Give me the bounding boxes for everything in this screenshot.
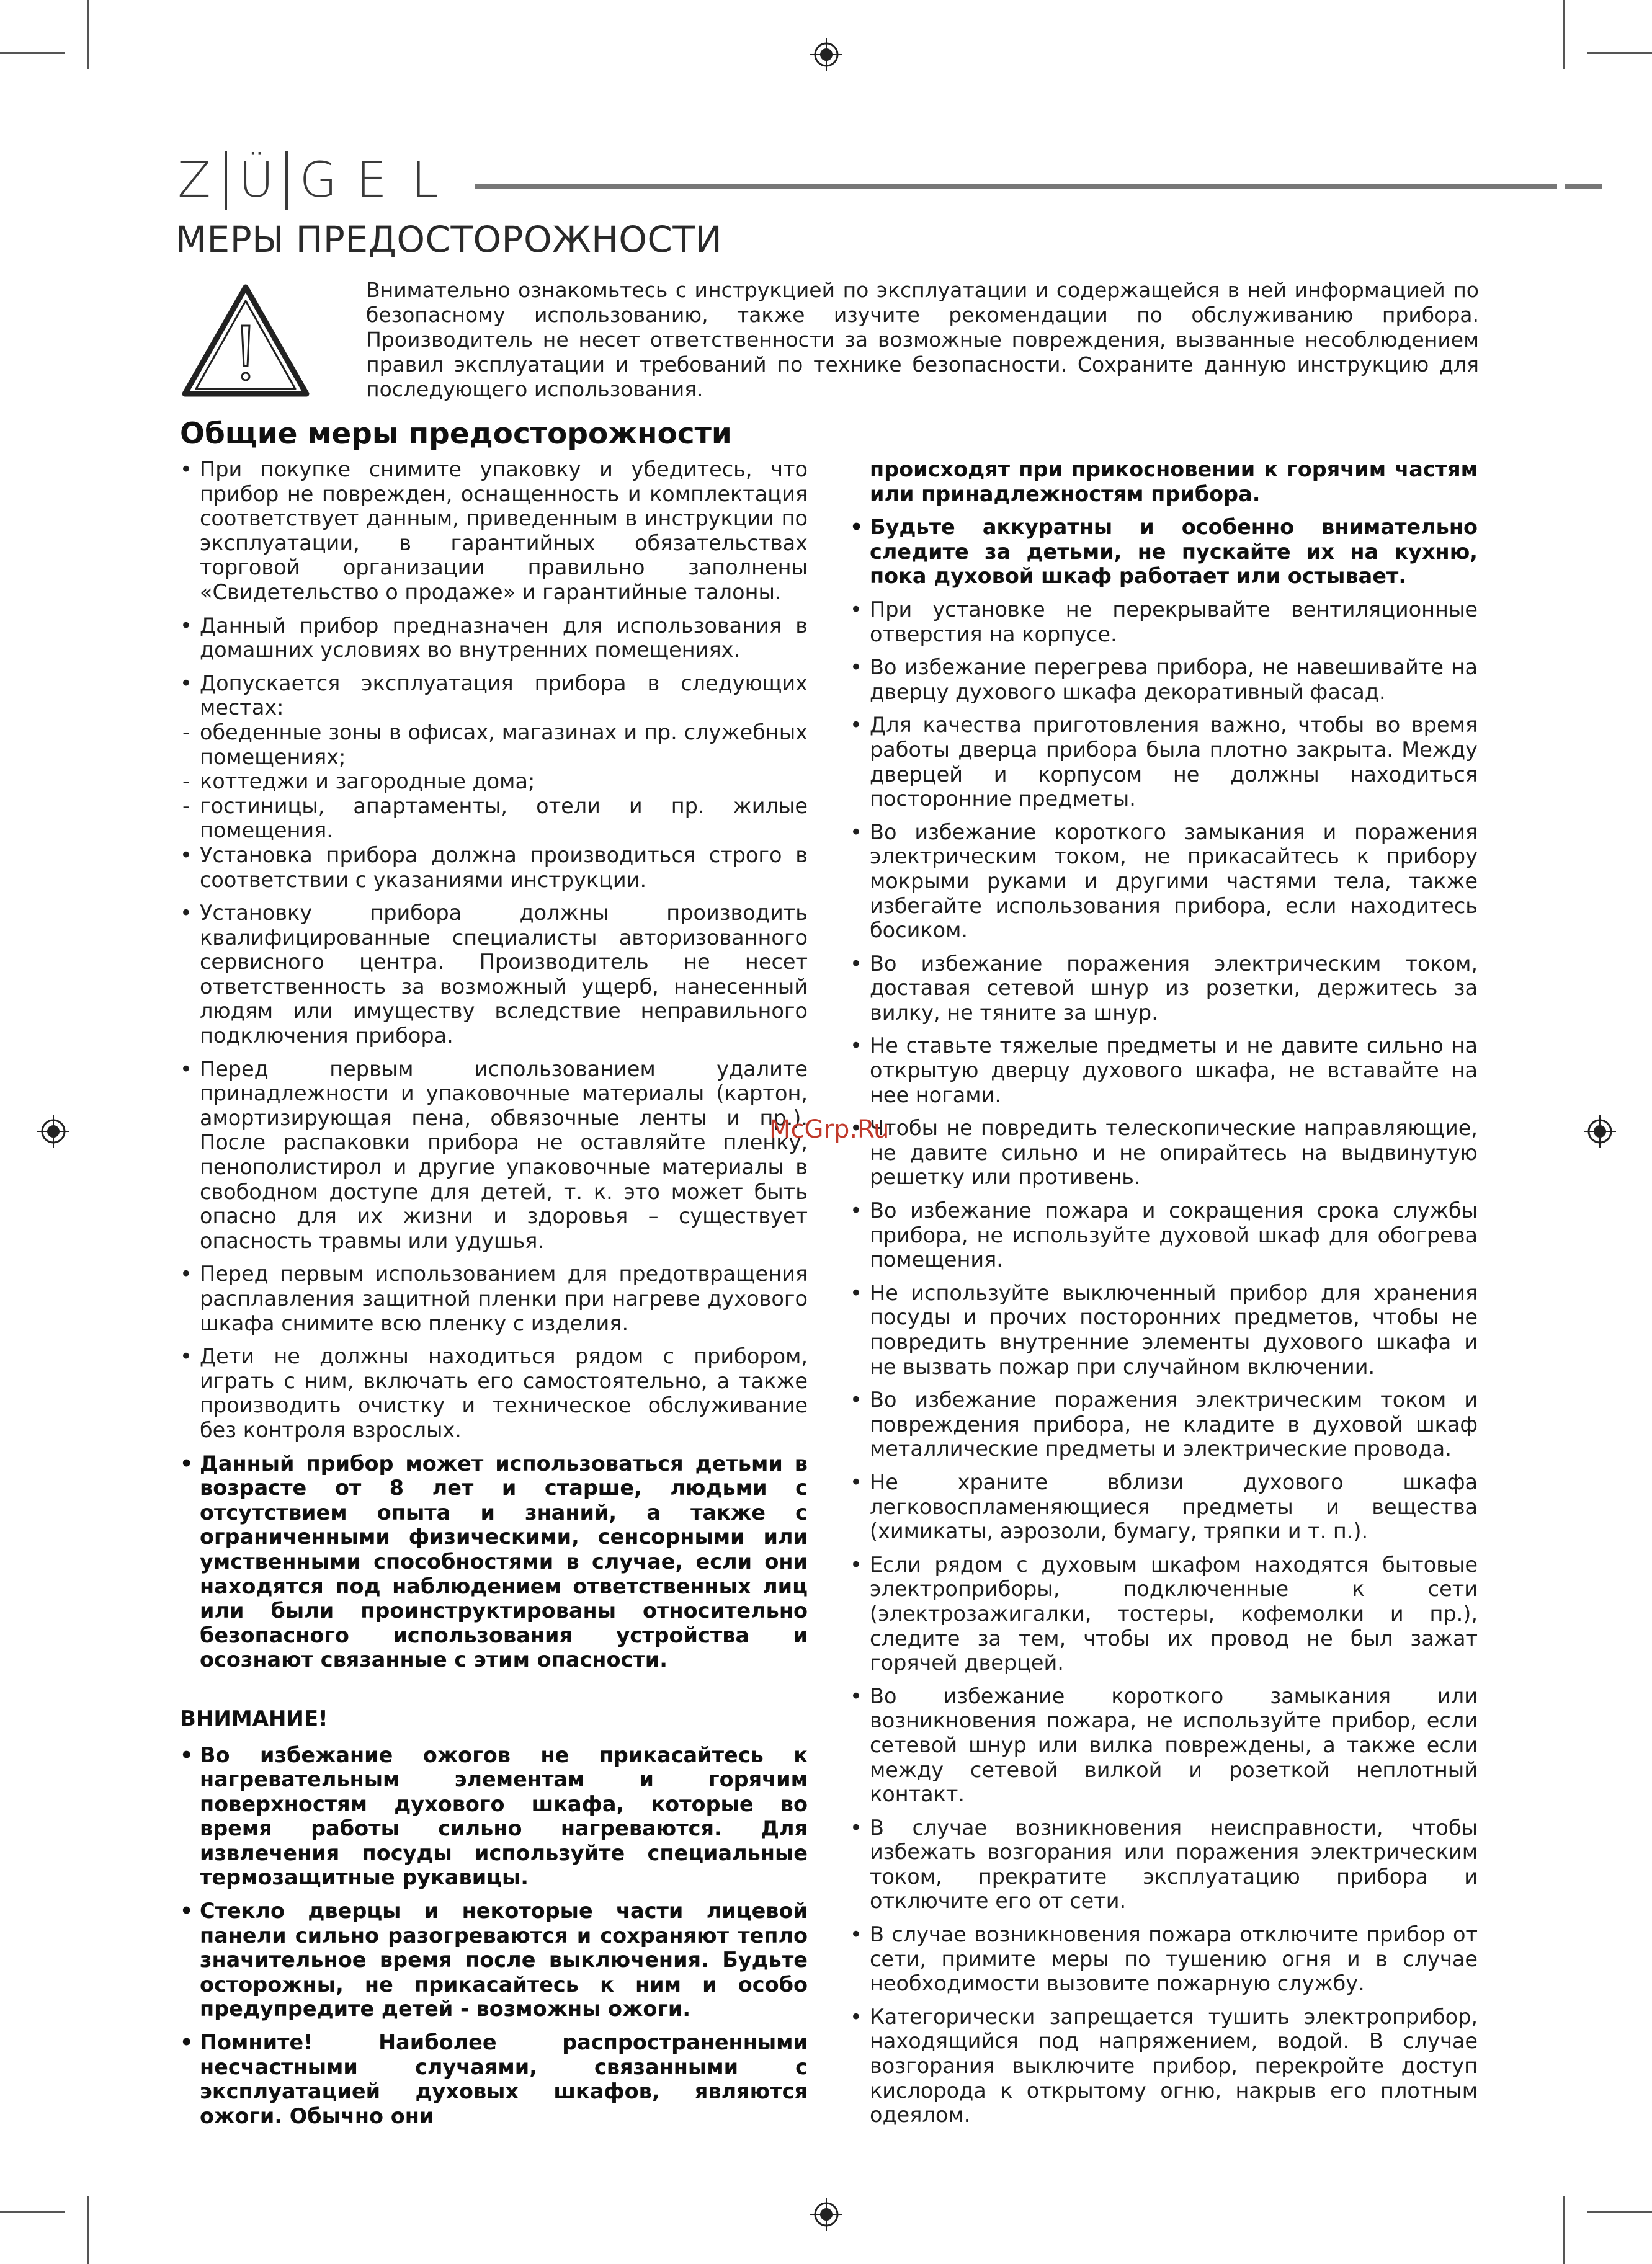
warning-triangle-icon [180,282,311,400]
list-item: • Во избежание пожара и сокращения срока службы прибора, не используйте духовой шкаф для обогрева помещения. [850,1198,1478,1272]
section-title: Общие меры предосторожности [180,417,732,451]
crop-mark [87,2196,89,2264]
list-item: • Допускается эксплуатация прибора в следующих местах: [180,671,808,720]
list-item: • Во избежание перегрева прибора, не навешивайте на дверцу духового шкафа декоративный фасад. [850,655,1478,704]
list-item: • Не ставьте тяжелые предметы и не давите сильно на открытую дверцу духового шкафа, не вставайте на нее ногами. [850,1033,1478,1107]
list-item: • Установку прибора должны производить квалифицированные специалисты авторизованного сервисного центра. Производитель не несет ответственность за возможный ущерб, нанесенный людям или имуществу вследствие неправильного подключения прибора. [180,901,808,1048]
crop-mark [1587,2211,1652,2213]
registration-mark-icon [1584,1115,1616,1148]
list-item: • В случае возникновения неисправности, чтобы избежать возгорания или поражения электрическим током, прекратите эксплуатацию прибора и отключите его от сети. [850,1816,1478,1914]
list-item: • Для качества приготовления важно, чтобы во время работы дверца прибора была плотно закрыта. Между дверцей и корпусом не должны находиться посторонние предметы. [850,713,1478,811]
list-item: • Не храните вблизи духового шкафа легковоспламеняющиеся предметы и вещества (химикаты, аэрозоли, бумагу, тряпки и т. п.). [850,1470,1478,1544]
sub-list-item: - гостиницы, апартаменты, отели и пр. жилые помещения. [180,794,808,843]
header-rule-end [1565,184,1602,189]
crop-mark [0,52,65,54]
right-column [850,457,1478,2136]
header-rule [475,184,1557,189]
list-item-bold: • Стекло дверцы и некоторые части лицевой панели сильно разогреваются и сохраняют тепло значительное время после выключения. Будьте осторожны, не прикасайтесь к ним и особо предупредите детей - возможны ожоги. [180,1899,808,2021]
list-item-bold: • Данный прибор может использоваться детьми в возрасте от 8 лет и старше, людьми с отсутствием опыта и знаний, а также с ограниченными физическими, сенсорными или умственными способностями в случае, если они находятся под наблюдением ответственных лиц или были проинструктированы относительно безопасного использования устройства и осознают связанные с этим опасности. [180,1451,808,1672]
crop-mark [0,2211,65,2213]
attention-heading: ВНИМАНИЕ! [180,1706,328,1731]
registration-mark-icon [810,38,842,71]
logo-letter: Z [177,153,211,208]
list-item: • Дети не должны находиться рядом с прибором, играть с ним, включать его самостоятельно, а также производить очистку и техническое обслуживание без контроля взрослых. [180,1344,808,1442]
list-item-bold: • Во избежание ожогов не прикасайтесь к нагревательным элементам и горячим поверхностям духового шкафа, которые во время работы сильно нагреваются. Для извлечения посуды используйте специальные термозащитные рукавицы. [180,1743,808,1891]
crop-mark [1587,52,1652,54]
list-item: • Не используйте выключенный прибор для хранения посуды и прочих посторонних предметов, чтобы не повредить внутренние элементы духового шкафа и не вызвать пожар при случайном включении. [850,1281,1478,1379]
list-item-bold: • Будьте аккуратны и особенно внимательно следите за детьми, не пускайте их на кухню, пока духовой шкаф работает или остывает. [850,515,1478,589]
list-item: • В случае возникновения пожара отключите прибор от сети, примите меры по тушению огня и в случае необходимости вызовите пожарную службу. [850,1922,1478,1996]
list-item-bold: • Помните! Наиболее распространенными несчастными случаями, связанными с эксплуатацией духовых шкафов, являются ожоги. Обычно они [180,2030,808,2128]
watermark: McGrp.Ru [769,1115,890,1144]
logo-letter: L [411,153,439,208]
logo-letter: G [299,153,337,208]
left-column [180,457,808,2137]
crop-mark [1563,2196,1565,2264]
list-item: • Во избежание поражения электрическим током, доставая сетевой шнур из розетки, держитесь за вилку, не тяните за шнур. [850,952,1478,1025]
list-item: • При покупке снимите упаковку и убедитесь, что прибор не поврежден, оснащенность и комплектация соответствует данным, приведенным в инструкции по эксплуатации, в гарантийных обязательствах торговой организации правильно заполнены «Свидетельство о продаже» и гарантийные талоны. [180,457,808,605]
sub-list-item: - коттеджи и загородные дома; [180,769,808,794]
list-item: • Категорически запрещается тушить электроприбор, находящийся под напряжением, водой. В случае возгорания выключите прибор, перекройте доступ кислорода к открытому огню, накрыв его плотным одеялом. [850,2005,1478,2128]
list-item: • Если рядом с духовым шкафом находятся бытовые электроприборы, подключенные к сети (электрозажигалки, тостеры, кофемолки и пр.), следите за тем, чтобы их провод не был зажат горячей дверцей. [850,1553,1478,1675]
intro-paragraph: Внимательно ознакомьтесь с инструкцией по эксплуатации и содержащейся в ней информацией по безопасному использованию, также изучите рекомендации по обслуживанию прибора. Производитель не несет ответственности за возможные повреждения, вызванные несоблюдением правил эксплуатации и требований по технике безопасности. Сохраните данную инструкцию для последующего использования. [366,278,1479,401]
list-item: • Во избежание короткого замыкания или возникновения пожара, не используйте прибор, если сетевой шнур или вилка повреждены, а также если между сетевой вилкой и розеткой неплотный контакт. [850,1684,1478,1807]
logo-letter: E [356,153,387,208]
list-item: • Установка прибора должна производиться строго в соответствии с указаниями инструкции. [180,843,808,892]
brand-logo [167,151,452,210]
logo-letter: Ü [225,151,288,210]
registration-mark-icon [37,1115,69,1148]
sub-list-item: - обеденные зоны в офисах, магазинах и пр. служебных помещениях; [180,720,808,769]
list-item: • При установке не перекрывайте вентиляционные отверстия на корпусе. [850,597,1478,646]
crop-mark [1563,0,1565,69]
list-item: • Во избежание поражения электрическим током и повреждения прибора, не кладите в духовой шкаф металлические предметы и электрические провода. [850,1388,1478,1461]
list-item: • Перед первым использованием для предотвращения расплавления защитной пленки при нагреве духового шкафа снимите всю пленку с изделия. [180,1262,808,1335]
list-item: • Данный прибор предназначен для использования в домашних условиях во внутренних помещениях. [180,613,808,662]
list-item: • Чтобы не повредить телескопические направляющие, не давите сильно и не опирайтесь на выдвинутую решетку или противень. [850,1116,1478,1190]
registration-mark-icon [810,2198,842,2231]
page-title: МЕРЫ ПРЕДОСТОРОЖНОСТИ [176,218,723,261]
list-item-continued: происходят при прикосновении к горячим частям или принадлежностям прибора. [870,457,1478,506]
crop-mark [87,0,89,69]
list-item: • Перед первым использованием удалите принадлежности и упаковочные материалы (картон, амортизирующая пена, обвязочные ленты и пр.). После распаковки прибора не оставляйте пленку, пенополистирол и другие упаковочные материалы в свободном доступе для детей, т. к. это может быть опасно для их жизни и здоровья – существует опасность травмы или удушья. [180,1057,808,1254]
list-item: • Во избежание короткого замыкания и поражения электрическим током, не прикасайтесь к прибору мокрыми руками и другими частями тела, также избегайте использования прибора, если находитесь босиком. [850,820,1478,943]
